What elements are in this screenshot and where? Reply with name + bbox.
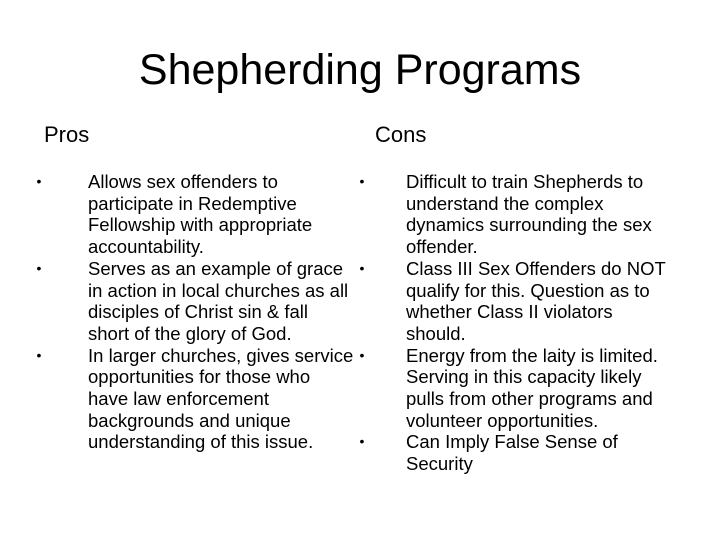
pros-list-item (32, 258, 354, 345)
pros-list-item (32, 345, 354, 454)
cons-list (355, 171, 677, 475)
slide-title: Shepherding Programs (138, 46, 582, 94)
cons-item-text: Energy from the laity is limited. Serving in this capacity likely pulls from other programs and volunteer opportunities. (406, 344, 658, 431)
bullet-dot-icon: • (36, 173, 42, 189)
bullet-dot-icon: • (359, 173, 365, 189)
bullet-dot-icon: • (359, 433, 365, 450)
pros-list (32, 171, 354, 453)
bullet-dot-icon: • (36, 259, 42, 276)
pros-list-item (32, 171, 354, 258)
cons-list-item (355, 345, 677, 432)
cons-item-text: Difficult to train Shepherds to understand the complex dynamics surrounding the sex offender. (406, 171, 652, 258)
cons-list-item (355, 431, 677, 474)
cons-item-text: Class III Sex Offenders do NOT qualify for this. Question as to whether Class II violators should. (406, 257, 666, 344)
cons-item-text: Can Imply False Sense of Security (406, 431, 618, 475)
cons-heading: Cons (375, 122, 427, 147)
pros-item-text: Serves as an example of grace in action in local churches as all disciples of Christ sin & fall short of the glory of God. (88, 257, 349, 344)
pros-item-text: In larger churches, gives service opportunities for those who have law enforcement backgrounds and unique understanding of this issue. (88, 344, 354, 453)
bullet-dot-icon: • (36, 346, 42, 363)
cons-list-item (355, 171, 677, 258)
bullet-dot-icon: • (359, 259, 365, 276)
pros-heading: Pros (44, 122, 90, 147)
pros-item-text: Allows sex offenders to participate in Redemptive Fellowship with appropriate accountability. (88, 171, 313, 258)
cons-list-item (355, 258, 677, 345)
bullet-dot-icon: • (359, 346, 365, 363)
